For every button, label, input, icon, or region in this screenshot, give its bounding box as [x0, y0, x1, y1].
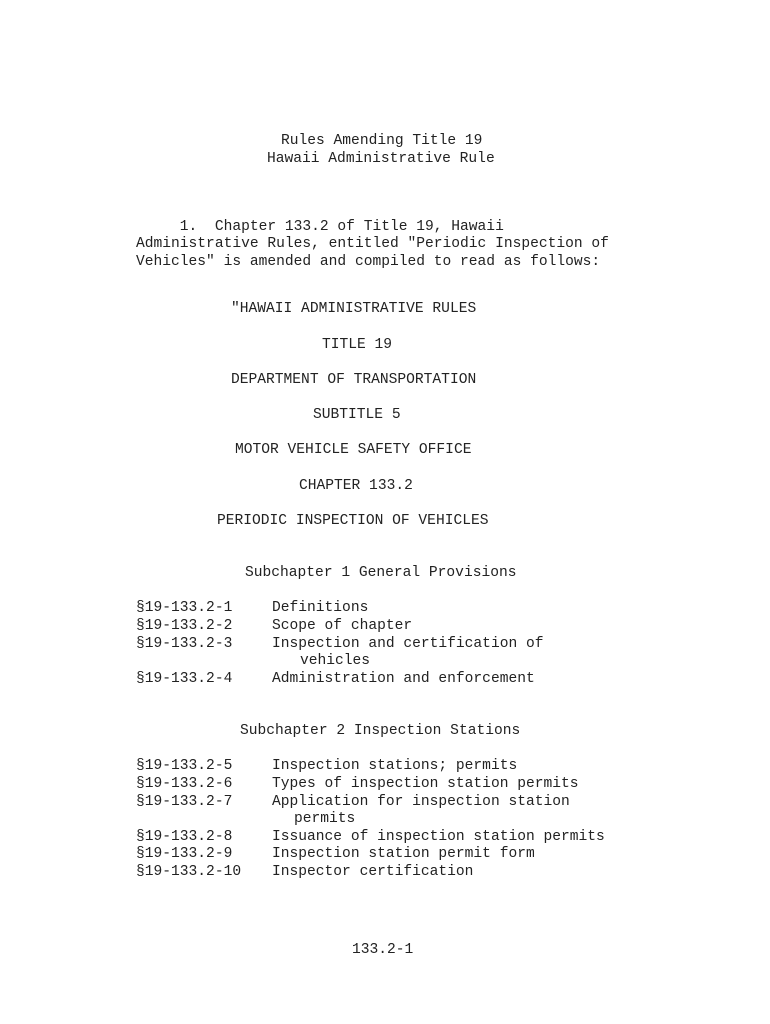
section-title: Issuance of inspection station permits [272, 829, 605, 845]
section-title: Administration and enforcement [272, 671, 535, 687]
intro-line-2: Administrative Rules, entitled "Periodic Inspection of [136, 236, 609, 252]
section-title: Inspection stations; permits [272, 758, 518, 774]
section-number: §19-133.2-8 [136, 829, 233, 845]
header-line-1: Rules Amending Title 19 [281, 133, 483, 149]
section-title: Inspection and certification of [272, 636, 544, 652]
section-number: §19-133.2-10 [136, 864, 242, 880]
section-title: Definitions [272, 600, 369, 616]
section-number: §19-133.2-5 [136, 758, 233, 774]
section-title: Types of inspection station permits [272, 776, 579, 792]
intro-line-1: 1. Chapter 133.2 of Title 19, Hawaii [136, 219, 504, 235]
heading-office: MOTOR VEHICLE SAFETY OFFICE [235, 442, 472, 458]
heading-chapter: CHAPTER 133.2 [299, 478, 413, 494]
page-number: 133.2-1 [352, 942, 414, 958]
heading-title: TITLE 19 [322, 337, 393, 353]
section-title: Scope of chapter [272, 618, 413, 634]
subchapter-1-title: Subchapter 1 General Provisions [245, 565, 517, 581]
header-line-2: Hawaii Administrative Rule [267, 151, 495, 167]
heading-subtitle: SUBTITLE 5 [313, 407, 401, 423]
section-number: §19-133.2-2 [136, 618, 233, 634]
heading-rules: "HAWAII ADMINISTRATIVE RULES [231, 301, 477, 317]
section-number: §19-133.2-4 [136, 671, 233, 687]
section-number: §19-133.2-9 [136, 846, 233, 862]
subchapter-2-title: Subchapter 2 Inspection Stations [240, 723, 521, 739]
intro-line-3: Vehicles" is amended and compiled to read as follows: [136, 254, 601, 270]
section-title: Application for inspection station [272, 794, 570, 810]
section-title-continuation: permits [294, 811, 356, 827]
section-number: §19-133.2-7 [136, 794, 233, 810]
heading-department: DEPARTMENT OF TRANSPORTATION [231, 372, 477, 388]
section-title: Inspection station permit form [272, 846, 535, 862]
section-title: Inspector certification [272, 864, 474, 880]
section-title-continuation: vehicles [300, 653, 371, 669]
section-number: §19-133.2-6 [136, 776, 233, 792]
heading-chapter-name: PERIODIC INSPECTION OF VEHICLES [217, 513, 489, 529]
section-number: §19-133.2-3 [136, 636, 233, 652]
section-number: §19-133.2-1 [136, 600, 233, 616]
